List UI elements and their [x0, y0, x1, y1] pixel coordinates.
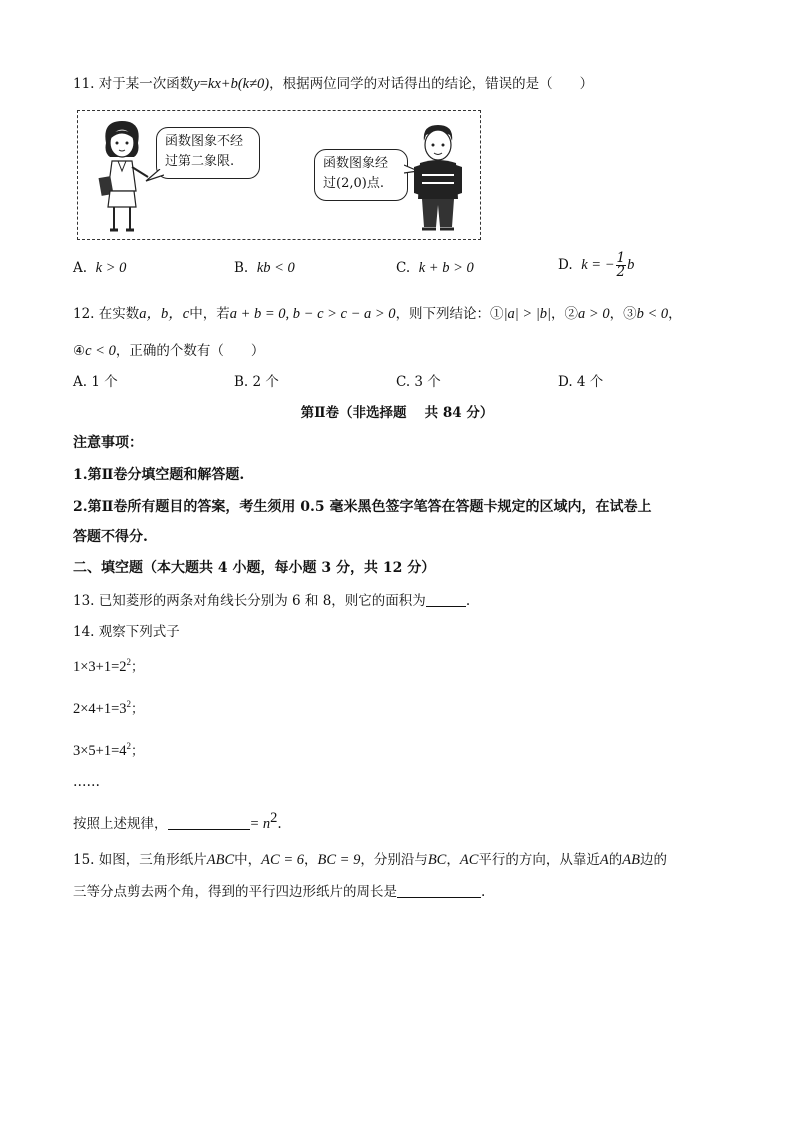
q12-stem-line2: ④c < 0，正确的个数有（ ） — [73, 343, 265, 359]
fraction-one-half: $\frac{1}{2}$ — [616, 250, 626, 280]
q14-ellipsis: …… — [73, 774, 100, 790]
q14-equation-2: $2\times 4+1=3^2$； — [73, 699, 145, 717]
q12-stem-line1: 12. 在实数a，b，c中，若a + b = 0, b − c > c − a > 0，则下列结论：①|a| > |b|，②a > 0，③b < 0， — [73, 306, 682, 322]
girl-speech-bubble: 函数图象不经 过第二象限. — [156, 127, 260, 179]
q14-answer-blank[interactable] — [168, 815, 250, 830]
q14-equation-1: $1\times 3+1=2^2$； — [73, 657, 145, 675]
q12-option-c[interactable]: C. 3 个 — [396, 374, 441, 390]
notice-heading: 注意事项： — [73, 435, 143, 451]
q11-option-b[interactable]: B. kb < 0 — [234, 260, 295, 276]
question-number: 12. — [73, 306, 95, 322]
section-title: 第Ⅱ卷（非选择题 共 84 分） — [300, 405, 494, 421]
notice-item-2-line1: 2.第Ⅱ卷所有题目的答案，考生须用 0.5 毫米黑色签字笔答在答题卡规定的区域内，在试卷上 — [73, 499, 652, 515]
q11-stem: 11. 对于某一次函数y=kx+b(k≠0)，根据两位同学的对话得出的结论，错误的是（ ） — [73, 76, 594, 92]
part-heading: 二、填空题（本大题共 4 小题，每小题 3 分，共 12 分） — [73, 560, 436, 576]
dialogue-illustration — [77, 110, 481, 240]
question-number: 11. — [73, 76, 95, 92]
q12-option-b[interactable]: B. 2 个 — [234, 374, 279, 390]
notice-item-2-line2: 答题不得分. — [73, 529, 148, 545]
q11-option-d[interactable]: D. k = − $\frac{1}{2}$ b — [558, 250, 635, 280]
q12-option-a[interactable]: A. 1 个 — [73, 374, 118, 390]
q12-option-d[interactable]: D. 4 个 — [558, 374, 604, 390]
girl-bubble-tail-icon — [144, 169, 164, 183]
q13-stem: 13. 已知菱形的两条对角线长分别为 6 和 8，则它的面积为 . — [73, 593, 471, 609]
boy-speech-bubble: 函数图象经 过(2,0)点. — [314, 149, 408, 201]
q11-option-a[interactable]: A. k > 0 — [73, 260, 127, 276]
q14-stem: 14. 观察下列式子 — [73, 624, 180, 640]
q15-answer-blank[interactable] — [397, 883, 481, 898]
q15-stem-line1: 15. 如图，三角形纸片ABC中，AC = 6，BC = 9，分别沿与BC，AC平行的方向，从靠近A的AB边的 — [73, 852, 667, 868]
question-number: 15. — [73, 852, 95, 868]
notice-item-1: 1.第Ⅱ卷分填空题和解答题. — [73, 467, 245, 483]
q13-answer-blank[interactable] — [426, 592, 466, 607]
q15-stem-line2: 三等分点剪去两个角，得到的平行四边形纸片的周长是 . — [73, 884, 486, 900]
q11-option-c[interactable]: C. k + b > 0 — [396, 260, 474, 276]
q14-rule: 按照上述规律， = $n^2$. — [73, 810, 282, 832]
boy-figure-icon — [410, 119, 466, 235]
girl-figure-icon — [92, 117, 152, 235]
q14-equation-3: $3\times 5+1=4^2$； — [73, 741, 145, 759]
